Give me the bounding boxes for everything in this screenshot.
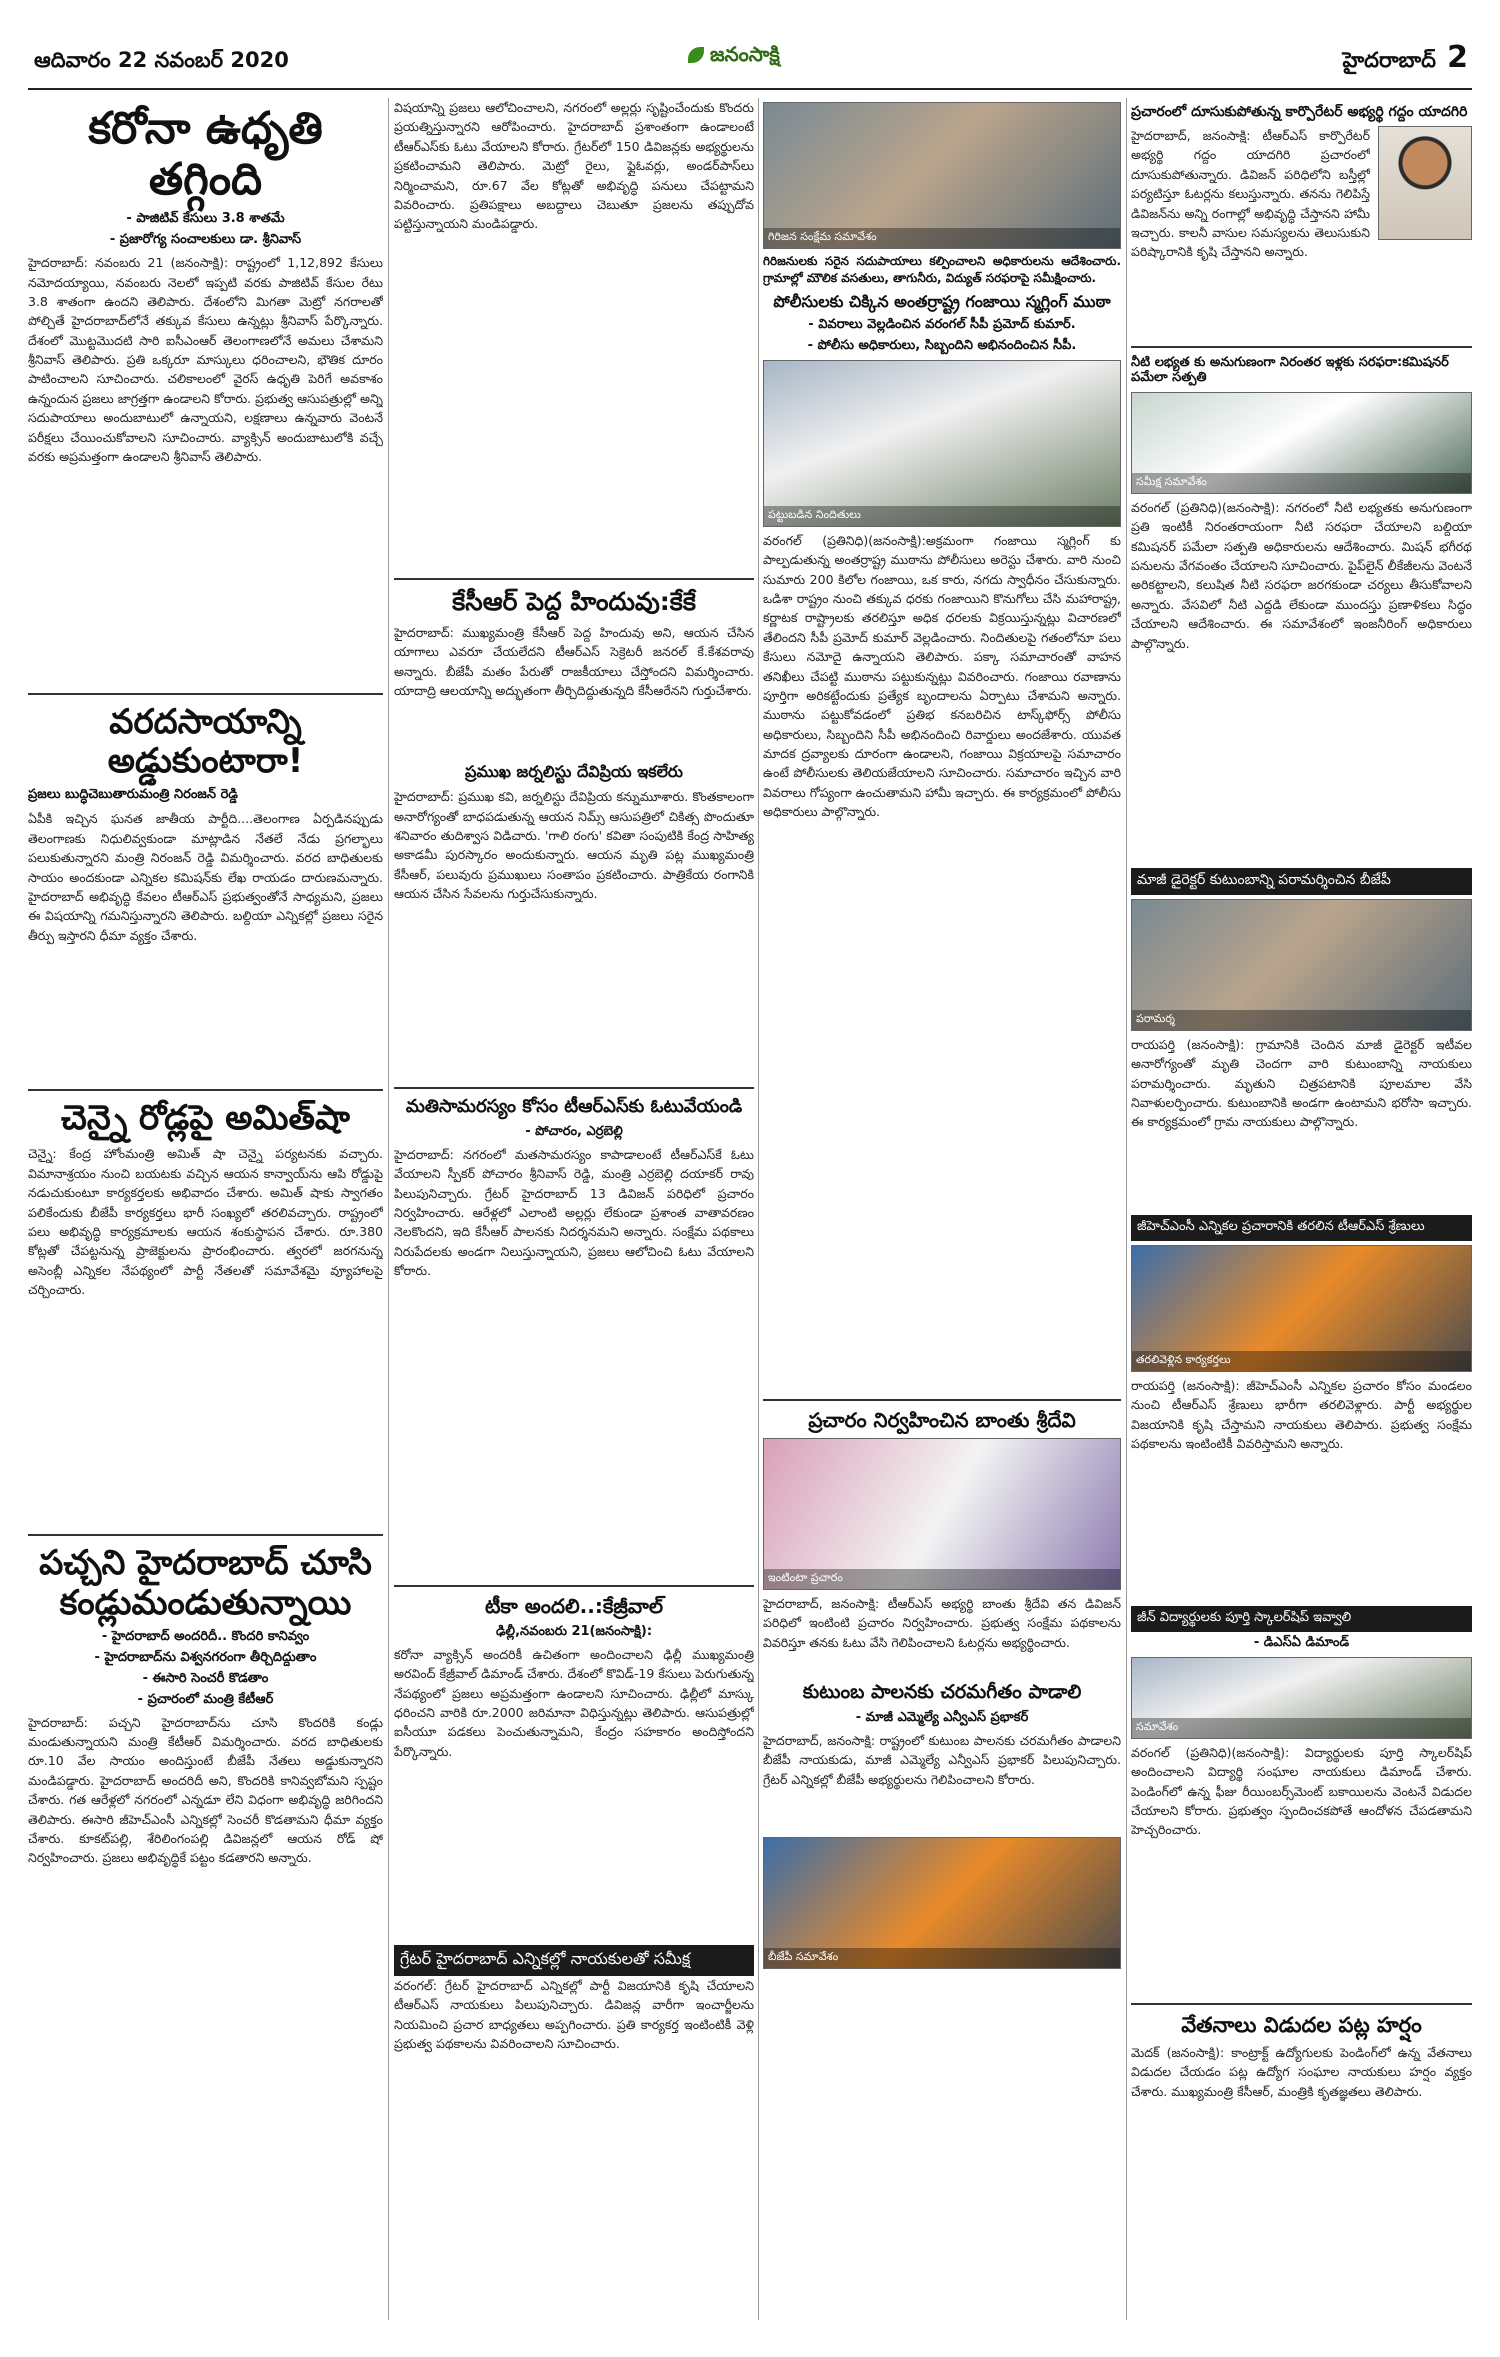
headline: పోలీసులకు చిక్కిన అంతర్రాష్ట్ర గంజాయి స్మగ్లింగ్ ముఠా [773,291,1111,311]
article-body: ఏపీకి ఇచ్చిన ఘనత జాతీయ పార్టీది....తెలంగాణ ఏర్పడినప్పుడు తెలంగాణకు నిధులివ్వకుండా మాట్లాడిన నేతలే నేడు ప్రగల్భాలు పలుకుతున్నారని మంత్రి నిరంజన్ రెడ్డి విమర్శించారు. వరద బాధితులకు సాయం అందకుండా ఎన్నికల కమిషన్‌కు లేఖ రాయడం దారుణమన్నారు. హైదరాబాద్ అభివృద్ధి కేవలం టీఆర్ఎస్ ప్రభుత్వంతోనే సాధ్యమని, ప్రజలు ఈ విషయాన్ని గమనిస్తున్నారని తెలిపారు. బల్దియా ఎన్నికల్లో ప్రజలు సరైన తీర్పు ఇస్తారని ధీమా వ్యక్తం చేశారు. [28,811,383,943]
divider [763,1399,1121,1401]
dateline: ఢిల్లీ,నవంబరు 21(జనంసాక్షి): [495,1623,653,1639]
column-2 [394,98,754,2320]
subheadline: - డిఎస్ఏ డిమాండ్ [1253,1634,1350,1650]
photo-caption: పరామర్శ [1132,1010,1471,1030]
article-trs-cadre [1131,1215,1472,1596]
subheadline: - పోలీసు అధికారులు, సిబ్బందిని అభినందించిన సీపీ. [807,337,1077,353]
news-photo [1131,1245,1472,1372]
newspaper-logo [688,42,780,71]
headline: వేతనాలు విడుదల పట్ల హర్షం [1181,2012,1422,2037]
article-body: హైదరాబాద్, జనంసాక్షి: రాష్ట్రంలో కుటుంబ పాలనకు చరమగీతం పాడాలని బీజేపీ నాయకుడు, మాజీ ఎమ్మెల్యే ఎన్వీఎస్ ప్రభాకర్ పిలుపునిచ్చారు. గ్రేటర్ ఎన్నికల్లో బీజేపీ అభ్యర్థులను గెలిపించాలని కోరారు. [763,1732,1121,1787]
article-harmony [394,1097,754,1575]
article-body: హైదరాబాద్: పచ్చని హైదరాబాద్‌ను చూసి కొందరికి కండ్లు మండుతున్నాయని మంత్రి కేటీఆర్ విమర్శించారు. వరద బాధితులకు రూ.10 వేల సాయం అందిస్తుంటే బీజేపీ నేతలు అడ్డుకున్నారని మండిపడ్డారు. హైదరాబాద్ అందరిదీ అని, కొందరికి కానివ్వబోమని స్పష్టం చేశారు. గత ఆరేళ్లలో నగరంలో ఎన్నడూ లేని విధంగా అభివృద్ధి జరిగిందని తెలిపారు. ఈసారి జీహెచ్ఎంసీ ఎన్నికల్లో సెంచరీ కొడతామని ధీమా వ్యక్తం చేశారు. కూకట్‌పల్లి, శేరిలింగంపల్లి డివిజన్లలో ఆయన రోడ్ షో నిర్వహించారు. ప్రజలు అభివృద్ధికే పట్టం కడతారని అన్నారు. [28,1714,383,1866]
photo-caption: సమావేశం [1132,1718,1471,1738]
logo-text: జనంసాక్షి [710,42,780,66]
news-photo [1131,1657,1472,1739]
masthead [28,36,1472,90]
headline: గ్రేటర్ హైదరాబాద్ ఎన్నికల్లో నాయకులతో సమీక్ష [394,1945,754,1976]
column-divider [758,98,759,2320]
article-body: హైదరాబాద్: ప్రముఖ కవి, జర్నలిస్టు దేవిప్రియ కన్నుమూశారు. కొంతకాలంగా అనారోగ్యంతో బాధపడుతున్న ఆయన నిమ్స్ ఆసుపత్రిలో చికిత్స పొందుతూ శనివారం తుదిశ్వాస విడిచారు. 'గాలి రంగు' కవితా సంపుటికి కేంద్ర సాహిత్య అకాడమీ పురస్కారం అందుకున్నారు. ఆయన మృతి పట్ల ముఖ్యమంత్రి కేసీఆర్, పలువురు ప్రముఖులు సంతాపం ప్రకటించారు. పాత్రికేయ రంగానికి ఆయన చేసిన సేవలను గుర్తుచేసుకున్నారు. [394,789,754,902]
article-continued [394,98,754,568]
news-photo [763,1438,1121,1590]
article-kejriwal [394,1595,754,1935]
article-visit [1131,868,1472,1205]
photo-caption: పట్టుబడిన నిందితులు [764,506,1120,526]
headline: వరదసాయాన్ని అడ్డుకుంటారా! [107,702,304,782]
headline: చెన్నై రోడ్లపై అమిత్‌షా [61,1098,350,1139]
news-photo [763,360,1121,527]
divider [394,578,754,580]
headline: కరోనా ఉధృతి తగ్గింది [88,103,323,205]
leaf-icon [688,47,704,63]
column-4 [1131,98,1472,2320]
article-review [394,1945,754,2054]
photo-text: గిరిజనులకు సరైన సదుపాయాలు కల్పించాలని అధికారులను ఆదేశించారు. గ్రామాల్లో మౌలిక వసతులు, తాగునీరు, విద్యుత్ సరఫరాపై సమీక్షించారు. [763,254,1121,285]
divider [394,1585,754,1587]
news-photo [1131,392,1472,494]
divider [1131,346,1472,348]
headline: టీకా అందలి..:కేజ్రీవాల్ [484,1593,664,1618]
column-1 [28,98,383,2320]
headline: మతిసామరస్యం కోసం టీఆర్ఎస్‌కు ఓటువేయండి [405,1096,743,1118]
headline: జీన్ విద్యార్థులకు పూర్తి స్కాలర్‌షిప్‌ ఇవ్వాలి [1131,1606,1472,1632]
article-body: వరంగల్ (ప్రతినిధి)(జనంసాక్షి): విద్యార్థులకు పూర్తి స్కాలర్‌షిప్‌ అందించాలని విద్యార్థి సంఘాల నాయకులు డిమాండ్ చేశారు. పెండింగ్‌లో ఉన్న ఫీజు రీయింబర్స్‌మెంట్ బకాయిలను వెంటనే విడుదల చేయాలని కోరారు. ప్రభుత్వం స్పందించకపోతే ఆందోళన చేపడతామని హెచ్చరించారు. [1131,1744,1472,1838]
page-number: 2 [1447,40,1468,75]
headline: పచ్చని హైదరాబాద్ చూసి కండ్లుమండుతున్నాయి [39,1543,372,1623]
subheadline: - పోచారం, ఎర్రబెల్లి [525,1123,623,1139]
article-body: హైదరాబాద్: ముఖ్యమంత్రి కేసీఆర్ పెద్ద హిందువు అని, ఆయన చేసిన యాగాలు ఎవరూ చేయలేదని టీఆర్ఎస్ సెక్రెటరీ జనరల్ కే.కేశవరావు అన్నారు. బీజేపీ మతం పేరుతో రాజకీయాలు చేస్తోందని విమర్శించారు. యాదాద్రి ఆలయాన్ని అద్భుతంగా తీర్చిదిద్దుతున్నది కేసీఆరేనని గుర్తుచేశారు. [394,624,754,698]
article-body: వరంగల్ (ప్రతినిధి)(జనంసాక్షి):అక్రమంగా గంజాయి స్మగ్లింగ్ కు పాల్పడుతున్న అంతర్రాష్ట్ర ముఠాను పోలీసులు అరెస్టు చేశారు. వారి నుంచి సుమారు 200 కిలోల గంజాయి, ఒక కారు, నగదు స్వాధీనం చేసుకున్నారు. ఒడిశా రాష్ట్రం నుంచి తక్కువ ధరకు గంజాయిని కొనుగోలు చేసి మహారాష్ట్ర, కర్ణాటక రాష్ట్రాలకు తరలిస్తూ అధిక ధరలకు విక్రయిస్తున్నట్లు విచారణలో తేలిందని సీపీ ప్రమోద్ కుమార్ వెల్లడించారు. నిందితులపై గతంలోనూ పలు కేసులు నమోదై ఉన్నాయని తెలిపారు. పక్కా సమాచారంతో వాహన తనిఖీలు చేపట్టి ముఠాను పట్టుకున్నట్లు వివరించారు. గంజాయి రవాణాను పూర్తిగా అరికట్టేందుకు ప్రత్యేక బృందాలను ఏర్పాటు చేశామని అన్నారు. ముఠాను పట్టుకోవడంలో ప్రతిభ కనబరిచిన టాస్క్‌ఫోర్స్ పోలీసు అధికారులు, సిబ్బందిని సీపీ అభినందించి రివార్డులు అందజేశారు. యువత మాదక ద్రవ్యాలకు దూరంగా ఉండాలని, గంజాయి విక్రయాలపై సమాచారం ఉంటే పోలీసులకు తెలియజేయాలని సూచించారు. సమాచారం ఇచ్చిన వారి వివరాలు గోప్యంగా ఉంచుతామని హామీ ఇచ్చారు. ఈ కార్యక్రమంలో పోలీసు అధికారులు పాల్గొన్నారు. [763,532,1121,820]
photo-caption: బీజేపీ సమావేశం [764,1948,1120,1968]
headline: ప్రచారంలో దూసుకుపోతున్న కార్పొరేటర్ అభ్యర్థి గద్దం యాదగిరి [1131,104,1468,120]
photo-caption: ఇంటింటా ప్రచారం [764,1569,1120,1589]
divider [1131,2003,1472,2005]
article-kk [394,588,754,753]
article-devipriya [394,763,754,1077]
subheadline: - ఈసారి సెంచరీ కొడతాం [142,1670,269,1686]
article-amit-shah [28,1099,383,1524]
article-corona [28,104,383,683]
article-body: విషయాన్ని ప్రజలు ఆలోచించాలని, నగరంలో అల్లర్లు సృష్టించేందుకు కొందరు ప్రయత్నిస్తున్నారని ఆరోపించారు. హైదరాబాద్ ప్రశాంతంగా ఉండాలంటే టీఆర్ఎస్‌కు ఓటు వేయాలని కోరారు. గ్రేటర్‌లో 150 డివిజన్లకు అభ్యర్థులను ప్రకటించామని తెలిపారు. మెట్రో రైలు, ఫ్లైఓవర్లు, అండర్‌పాస్‌లు నిర్మించామని, రూ.67 వేల కోట్లతో అభివృద్ధి పనులు చేపట్టామని వివరించారు. ప్రతిపక్షాలు అబద్దాలు చెబుతూ ప్రజలను తప్పుదోవ పట్టిస్తున్నాయని మండిపడ్డారు. [394,100,754,232]
article-salaries [1131,2013,1472,2101]
article-body: చెన్నై: కేంద్ర హోంమంత్రి అమిత్ షా చెన్నై పర్యటనకు వచ్చారు. విమానాశ్రయం నుంచి బయటకు వచ్చిన ఆయన కాన్వాయ్‌ను ఆపి రోడ్డుపై నడుచుకుంటూ కార్యకర్తలకు అభివాదం చేశారు. అమిత్ షాకు స్వాగతం పలికేందుకు బీజేపీ కార్యకర్తలు భారీ సంఖ్యలో తరలివచ్చారు. రాష్ట్రంలో పలు అభివృద్ధి కార్యక్రమాలకు ఆయన శంకుస్థాపన చేశారు. రూ.380 కోట్లతో చేపట్టనున్న ప్రాజెక్టులను ప్రారంభించారు. త్వరలో జరగనున్న అసెంబ్లీ ఎన్నికల నేపథ్యంలో పార్టీ నేతలతో సమావేశమై వ్యూహాలపై చర్చించారు. [28,1146,383,1298]
article-body: హైదరాబాద్, జనంసాక్షి: టీఆర్ఎస్ కార్పొరేటర్ అభ్యర్థి గద్దం యాదగిరి ప్రచారంలో దూసుకుపోతున్నారు. డివిజన్ పరిధిలోని బస్తీల్లో పర్యటిస్తూ ఓటర్లను కలుస్తున్నారు. తనను గెలిపిస్తే డివిజన్‌ను అన్ని రంగాల్లో అభివృద్ధి చేస్తానని హామీ ఇచ్చారు. కాలనీ వాసుల సమస్యలను తెలుసుకుని పరిష్కారానికి కృషి చేస్తానని అన్నారు. [1131,128,1370,260]
photo-caption: సమీక్ష సమావేశం [1132,473,1471,493]
photo-caption: గిరిజన సంక్షేమ సమావేశం [764,228,1120,248]
article-body: వరంగల్ (ప్రతినిధి)(జనంసాక్షి): నగరంలో నీటి లభ్యతకు అనుగుణంగా ప్రతి ఇంటికీ నిరంతరాయంగా నీటి సరఫరా చేయాలని బల్దియా కమిషనర్ పమేలా సత్పతి అధికారులను ఆదేశించారు. మిషన్ భగీరథ పనులను వేగవంతం చేయాలని సూచించారు. పైప్‌లైన్ లీకేజీలను వెంటనే అరికట్టాలని, కలుషిత నీటి సరఫరా జరగకుండా చర్యలు తీసుకోవాలని అన్నారు. వేసవిలో నీటి ఎద్దడి లేకుండా ముందస్తు ప్రణాళికలు సిద్ధం చేయాలని ఆదేశించారు. ఈ సమావేశంలో ఇంజనీరింగ్ అధికారులు పాల్గొన్నారు. [1131,499,1472,651]
article-scholarship [1131,1606,1472,1993]
article-body: హైదరాబాద్: నవంబరు 21 (జనంసాక్షి): రాష్ట్రంలో 1,12,892 కేసులు నమోదయ్యాయి, నవంబరు నెలలో ఇప్పటి వరకు పాజిటివ్ కేసుల రేటు 3.8 శాతంగా ఉందని తెలిపారు. దేశంలోని మిగతా మెట్రో నగరాలతో పోల్చితే హైదరాబాద్‌లోనే తక్కువ కేసులు ఉన్నట్లు శ్రీనివాస్ పేర్కొన్నారు. దేశంలో మొట్టమొదటి సారి ఐసీఎంఆర్ తెలంగాణలోనే అమలు చేశామని శ్రీనివాస్ తెలిపారు. ప్రతి ఒక్కరూ మాస్కులు ధరించాలని, భౌతిక దూరం పాటించాలని సూచించారు. చలికాలంలో వైరస్ ఉధృతి పెరిగే అవకాశం ఉన్నందున ప్రజలు జాగ్రత్తగా ఉండాలని కోరారు. ప్రభుత్వ ఆసుపత్రుల్లో అన్ని సదుపాయాలు అందుబాటులో ఉన్నాయని, లక్షణాలు ఉన్నవారు వెంటనే పరీక్షలు చేయించుకోవాలని సూచించారు. వ్యాక్సిన్ అందుబాటులోకి వచ్చే వరకు అప్రమత్తంగా ఉండాలని శ్రీనివాస్ తెలిపారు. [28,255,383,464]
article-body: హైదరాబాద్, జనంసాక్షి: టీఆర్ఎస్ అభ్యర్థి బాంతు శ్రీదేవి తన డివిజన్ పరిధిలో ఇంటింటి ప్రచారం నిర్వహించారు. ప్రభుత్వ సంక్షేమ పథకాలను వివరిస్తూ తనకు ఓటు వేసి గెలిపించాలని ఓటర్లను అభ్యర్థించారు. [763,1595,1121,1650]
article-candidate [1131,104,1472,336]
subheadline: - పాజిటివ్ కేసులు 3.8 శాతమే [126,211,285,227]
subheadline: - హైదరాబాద్‌ను విశ్వనగరంగా తీర్చిదిద్దుతాం [94,1649,317,1665]
article-body: హైదరాబాద్: నగరంలో మతసామరస్యం కాపాడాలంటే టీఆర్ఎస్‌కే ఓటు వేయాలని స్పీకర్ పోచారం శ్రీనివాస్ రెడ్డి, మంత్రి ఎర్రబెల్లి దయాకర్ రావు పిలుపునిచ్చారు. గ్రేటర్ హైదరాబాద్ 13 డివిజన్ పరిధిలో ప్రచారం నిర్వహించారు. ఆరేళ్లలో ఎలాంటి అల్లర్లు లేకుండా ప్రశాంత వాతావరణం నెలకొందని, ఇది కేసీఆర్ పాలనకు నిదర్శనమని అన్నారు. సంక్షేమ పథకాలు నిరుపేదలకు అండగా నిలుస్తున్నాయని, ప్రజలు ఆలోచించి ఓటు వేయాలని కోరారు. [394,1146,754,1279]
article-sridevi [763,1409,1121,1672]
edition-city: హైదరాబాద్ [1342,48,1436,72]
subheadline: - మాజీ ఎమ్మెల్యే ఎన్వీఎస్ ప్రభాకర్ [855,1709,1029,1725]
photo-caption: తరలివెళ్లిన కార్యకర్తలు [1132,1351,1471,1371]
headline: ప్రచారం నిర్వహించిన బాంతు శ్రీదేవి [808,1407,1076,1432]
byline: ప్రజలు బుద్ధిచెబుతారుమంత్రి నిరంజన్ రెడ్డి [28,787,238,803]
divider [28,693,383,695]
headline: మాజీ డైరెక్టర్ కుటుంబాన్ని పరామర్శించిన బీజేపీ [1131,868,1472,895]
subheadline: - వివరాలు వెల్లడించిన వరంగల్ సీపీ ప్రమోద్ కుమార్. [808,316,1076,332]
news-photo [763,1837,1121,1969]
divider [394,1087,754,1089]
article-body: మెదక్ (జనంసాక్షి): కాంట్రాక్ట్ ఉద్యోగులకు పెండింగ్‌లో ఉన్న వేతనాలు విడుదల చేయడం పట్ల ఉద్యోగ సంఘాల నాయకులు హర్షం వ్యక్తం చేశారు. ముఖ్యమంత్రి కేసీఆర్, మంత్రికి కృతజ్ఞతలు తెలిపారు. [1131,2045,1472,2099]
headline: ప్రముఖ జర్నలిస్టు దేవిప్రియ ఇకలేరు [465,761,683,781]
news-photo [1131,899,1472,1031]
newspaper-page [28,36,1472,2326]
article-body: వరంగల్: గ్రేటర్ హైదరాబాద్ ఎన్నికల్లో పార్టీ విజయానికి కృషి చేయాలని టీఆర్ఎస్ నాయకులు పిలుపునిచ్చారు. డివిజన్ల వారీగా ఇంచార్జీలను నియమించి ప్రచార బాధ్యతలు అప్పగించారు. ప్రతి కార్యకర్త ఇంటింటికీ వెళ్లి ప్రభుత్వ పథకాలను వివరించాలని సూచించారు. [394,1977,754,2051]
subheadline: - హైదరాబాద్ అందరిదీ.. కొందరి కానివ్వం [101,1628,310,1644]
headline: కుటుంబ పాలనకు చరమగీతం పాడాలి [802,1680,1082,1703]
column-divider [388,98,389,2320]
column-divider [1126,98,1127,2320]
article-family-rule [763,1682,1121,1827]
headline: కేసీఆర్ పెద్ద హిందువు:కేకే [452,587,696,616]
column-3 [763,98,1121,2320]
candidate-portrait [1378,126,1472,240]
subheadline: - ప్రచారంలో మంత్రి కేటీఆర్ [137,1691,274,1707]
divider [28,1089,383,1091]
article-flood-relief [28,703,383,1079]
subheadline: - ప్రజారోగ్య సంచాలకులు డా. శ్రీనివాస్ [109,232,302,248]
issue-date: ఆదివారం 22 నవంబర్ 2020 [34,48,289,72]
article-body: కరోనా వ్యాక్సిన్ అందరికీ ఉచితంగా అందించాలని ఢిల్లీ ముఖ్యమంత్రి అరవింద్ కేజ్రీవాల్ డిమాండ్ చేశారు. దేశంలో కొవిడ్-19 కేసులు పెరుగుతున్న నేపథ్యంలో ప్రజలు అప్రమత్తంగా ఉండాలని సూచించారు. ఢిల్లీలో మాస్కు ధరించని వారికి రూ.2000 జరిమానా విధిస్తున్నట్లు తెలిపారు. ఆసుపత్రుల్లో ఐసీయూ పడకలు పెంచుతున్నామని, కేంద్రం సహకారం అందిస్తోందని పేర్కొన్నారు. [394,1646,754,1759]
divider [28,1534,383,1536]
article-ktr [28,1544,383,1867]
article-body: రాయపర్తి (జనంసాక్షి): జీహెచ్ఎంసీ ఎన్నికల ప్రచారం కోసం మండలం నుంచి టీఆర్ఎస్ శ్రేణులు భారీగా తరలివెళ్లారు. పార్టీ అభ్యర్థుల విజయానికి కృషి చేస్తామని నాయకులు తెలిపారు. ప్రభుత్వ సంక్షేమ పథకాలను ఇంటింటికీ వివరిస్తామని అన్నారు. [1131,1377,1472,1452]
headline: నీటి లభ్యత కు అనుగుణంగా నిరంతర ఇళ్లకు సరఫరా:కమిషనర్ పమేలా సత్పతి [1131,355,1449,386]
article-water-supply [1131,356,1472,858]
article-body: రాయపర్తి (జనంసాక్షి): గ్రామానికి చెందిన మాజీ డైరెక్టర్ ఇటీవల అనారోగ్యంతో మృతి చెందగా వారి కుటుంబాన్ని నాయకులు పరామర్శించారు. మృతుని చిత్రపటానికి పూలమాల వేసి నివాళులర్పించారు. కుటుంబానికి అండగా ఉంటామని భరోసా ఇచ్చారు. ఈ కార్యక్రమంలో గ్రామ నాయకులు పాల్గొన్నారు. [1131,1036,1472,1130]
news-photo [763,102,1121,249]
headline: జీహెచ్ఎంసీ ఎన్నికల ప్రచారానికి తరలిన టీఆర్ఎస్ శ్రేణులు [1131,1215,1472,1241]
